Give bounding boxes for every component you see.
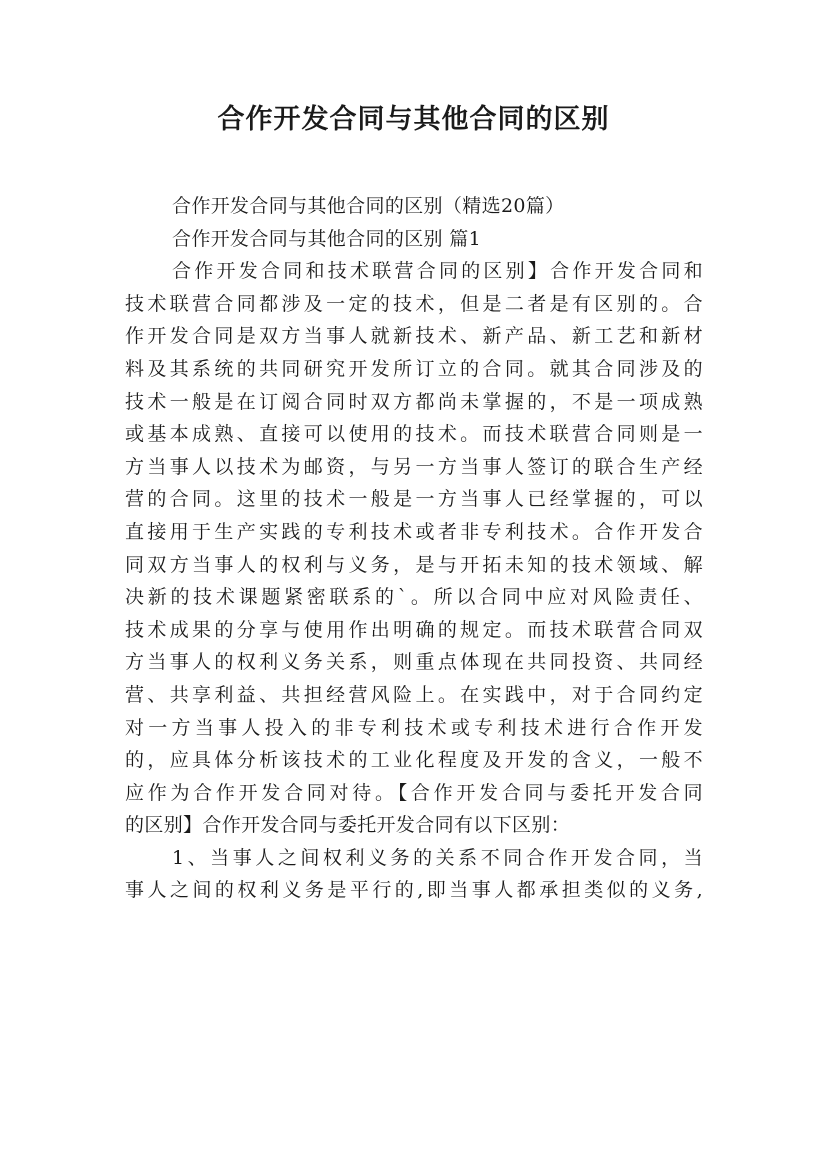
paragraph-line: 料及其系统的共同研究开发所订立的合同。就其合同涉及的 <box>125 357 703 380</box>
paragraph-line: 决新的技术课题紧密联系的`。所以合同中应对风险责任、 <box>125 586 703 609</box>
paragraph-line: 1、当事人之间权利义务的关系不同合作开发合同，当 <box>172 846 703 869</box>
paragraph-line: 方当事人的权利义务关系，则重点体现在共同投资、共同经 <box>125 651 703 674</box>
paragraph-line: 事人之间的权利义务是平行的,即当事人都承担类似的义务, <box>125 879 703 902</box>
document-body <box>125 190 703 907</box>
paragraph-line: 或基本成熟、直接可以使用的技术。而技术联营合同则是一 <box>125 423 703 446</box>
paragraph-line: 的区别】合作开发合同与委托开发合同有以下区别： <box>125 814 571 837</box>
document-title: 合作开发合同与其他合同的区别 <box>217 104 610 135</box>
paragraph-line: 技术一般是在订阅合同时双方都尚未掌握的，不是一项成熟 <box>125 390 703 413</box>
paragraph-line: 的，应具体分析该技术的工业化程度及开发的含义，一般不 <box>125 749 703 772</box>
paragraph-line: 技术成果的分享与使用作出明确的规定。而技术联营合同双 <box>125 618 703 641</box>
section-heading-line: 合作开发合同与其他合同的区别 篇1 <box>172 227 482 250</box>
paragraph-line: 营、共享利益、共担经营风险上。在实践中，对于合同约定 <box>125 683 703 706</box>
paragraph-line: 合作开发合同和技术联营合同的区别】合作开发合同和 <box>172 260 703 283</box>
paragraph-line: 作开发合同是双方当事人就新技术、新产品、新工艺和新材 <box>125 325 703 348</box>
paragraph-line: 方当事人以技术为邮资，与另一方当事人签订的联合生产经 <box>125 455 703 478</box>
paragraph-line: 应作为合作开发合同对待。【合作开发合同与委托开发合同 <box>125 781 703 804</box>
paragraph-line: 技术联营合同都涉及一定的技术，但是二者是有区别的。合 <box>125 292 703 315</box>
paragraph-line: 同双方当事人的权利与义务，是与开拓未知的技术领域、解 <box>125 553 703 576</box>
paragraph-line: 对一方当事人投入的非专利技术或专利技术进行合作开发 <box>125 716 703 739</box>
paragraph-line: 营的合同。这里的技术一般是一方当事人已经掌握的，可以 <box>125 488 703 511</box>
paragraph-line: 直接用于生产实践的专利技术或者非专利技术。合作开发合 <box>125 520 703 543</box>
subtitle-line: 合作开发合同与其他合同的区别（精选20篇） <box>172 195 565 217</box>
